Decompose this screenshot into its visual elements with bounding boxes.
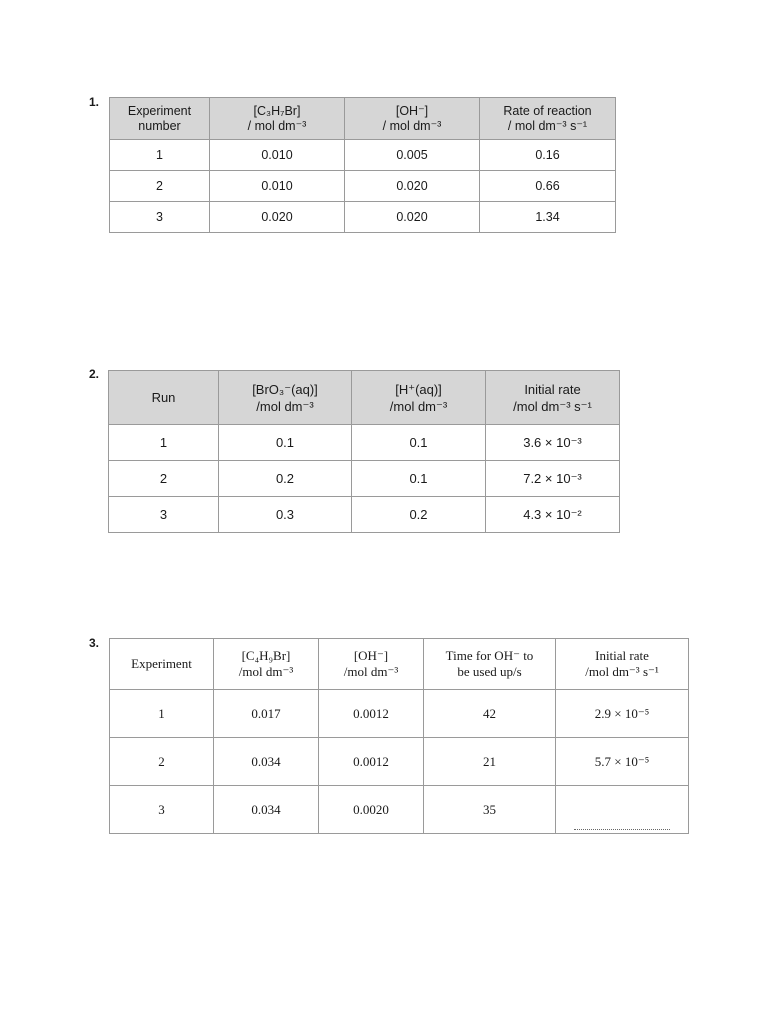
table-cell: 42 (424, 690, 556, 738)
table-cell: 1 (110, 140, 210, 171)
answer-cell (556, 786, 689, 834)
question-number-2: 2. (89, 367, 100, 381)
table-cell: 0.66 (480, 171, 616, 202)
header-cell: [C₄H₉Br] /mol dm⁻³ (214, 639, 319, 690)
table-cell: 0.0012 (319, 690, 424, 738)
table-row (109, 461, 620, 497)
header-cell: Rate of reaction / mol dm⁻³ s⁻¹ (480, 98, 616, 140)
table-cell: 2 (110, 171, 210, 202)
header-cell: [H⁺(aq)] /mol dm⁻³ (352, 371, 486, 425)
question-number-1: 1. (89, 95, 100, 109)
table-cell: 0.020 (345, 171, 480, 202)
table-cell: 2.9 × 10⁻⁵ (556, 690, 689, 738)
table-cell: 0.1 (352, 461, 486, 497)
table-cell: 3 (110, 202, 210, 233)
table-cell: 1 (109, 425, 219, 461)
header-cell: Time for OH⁻ to be used up/s (424, 639, 556, 690)
table-cell: 0.0020 (319, 786, 424, 834)
header-cell: Initial rate /mol dm⁻³ s⁻¹ (486, 371, 620, 425)
table-cell: 2 (110, 738, 214, 786)
table-cell: 1 (110, 690, 214, 738)
header-cell: Experiment number (110, 98, 210, 140)
header-cell: Initial rate /mol dm⁻³ s⁻¹ (556, 639, 689, 690)
table-row (109, 497, 620, 533)
table-row (110, 738, 689, 786)
table-cell: 0.3 (219, 497, 352, 533)
table-cell: 35 (424, 786, 556, 834)
table-cell: 0.2 (219, 461, 352, 497)
table-row (110, 786, 689, 834)
table-cell: 3 (110, 786, 214, 834)
table-row (109, 425, 620, 461)
table-cell: 0.2 (352, 497, 486, 533)
table-row (110, 171, 616, 202)
header-row (110, 639, 689, 690)
rate-table-1 (109, 97, 616, 233)
table-cell: 0.010 (210, 171, 345, 202)
table-cell: 0.020 (345, 202, 480, 233)
table-cell: 0.0012 (319, 738, 424, 786)
header-cell: Experiment (110, 639, 214, 690)
table-cell: 1.34 (480, 202, 616, 233)
header-cell: [C₃H₇Br] / mol dm⁻³ (210, 98, 345, 140)
question-number-3: 3. (89, 636, 100, 650)
answer-blank (574, 828, 670, 830)
header-row (110, 98, 616, 140)
table-row (110, 140, 616, 171)
table-cell: 7.2 × 10⁻³ (486, 461, 620, 497)
table-cell: 0.1 (219, 425, 352, 461)
table-cell: 0.1 (352, 425, 486, 461)
table-cell: 0.034 (214, 738, 319, 786)
table-row (110, 202, 616, 233)
header-cell: [OH⁻] / mol dm⁻³ (345, 98, 480, 140)
table-cell: 4.3 × 10⁻² (486, 497, 620, 533)
table-cell: 3.6 × 10⁻³ (486, 425, 620, 461)
header-cell: [OH⁻] /mol dm⁻³ (319, 639, 424, 690)
rate-table-2 (108, 370, 620, 533)
table-cell: 0.020 (210, 202, 345, 233)
header-cell: [BrO₃⁻(aq)] /mol dm⁻³ (219, 371, 352, 425)
rate-table-3 (109, 638, 689, 834)
table-cell: 5.7 × 10⁻⁵ (556, 738, 689, 786)
table-cell: 3 (109, 497, 219, 533)
table-row (110, 690, 689, 738)
table-cell: 0.010 (210, 140, 345, 171)
table-cell: 0.005 (345, 140, 480, 171)
header-row (109, 371, 620, 425)
table-cell: 0.16 (480, 140, 616, 171)
table-cell: 0.034 (214, 786, 319, 834)
table-cell: 2 (109, 461, 219, 497)
table-cell: 21 (424, 738, 556, 786)
table-cell: 0.017 (214, 690, 319, 738)
header-cell: Run (109, 371, 219, 425)
